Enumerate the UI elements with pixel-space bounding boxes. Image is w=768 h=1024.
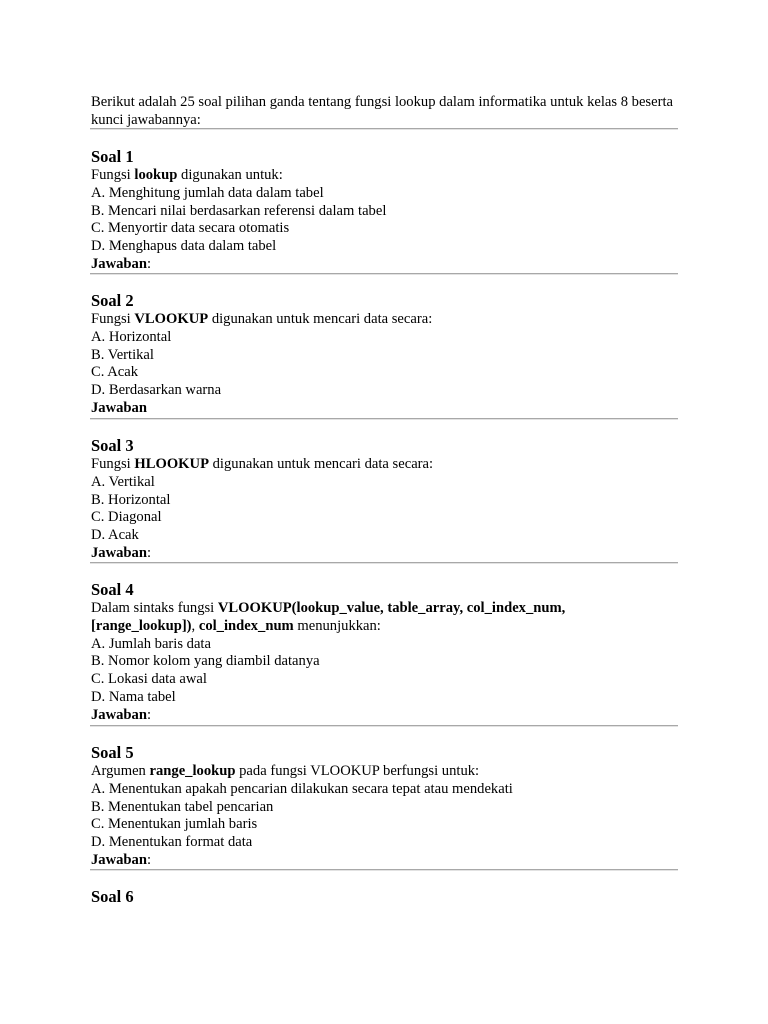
option-b: B. Vertikal <box>91 346 154 363</box>
question-4 <box>91 580 691 725</box>
option-b: B. Menentukan tabel pencarian <box>91 798 274 815</box>
question-title: Soal 5 <box>91 743 134 762</box>
option-c: C. Acak <box>91 364 139 381</box>
question-2 <box>91 291 691 418</box>
option-b: B. Mencari nilai berdasarkan referensi dalam tabel <box>91 202 387 219</box>
option-c: C. Lokasi data awal <box>91 671 207 688</box>
divider <box>90 869 678 871</box>
option-b: B. Nomor kolom yang diambil datanya <box>91 653 320 670</box>
option-d: D. Acak <box>91 527 139 544</box>
divider <box>90 273 678 275</box>
option-d: D. Menentukan format data <box>91 834 253 851</box>
option-d: D. Berdasarkan warna <box>91 382 222 399</box>
question-title: Soal 6 <box>91 887 134 906</box>
divider <box>90 562 678 564</box>
question-title: Soal 1 <box>91 147 134 166</box>
question-text: Fungsi lookup digunakan untuk: <box>91 167 283 183</box>
question-text: Fungsi VLOOKUP digunakan untuk mencari data secara: <box>91 311 433 327</box>
option-a: A. Menghitung jumlah data dalam tabel <box>91 184 324 201</box>
question-1 <box>91 147 691 274</box>
option-c: C. Menyortir data secara otomatis <box>91 220 290 237</box>
question-text: Dalam sintaks fungsi VLOOKUP(lookup_value, table_array, col_index_num, [range_lookup]), col_index_num menunjukkan: <box>91 600 566 634</box>
option-c: C. Diagonal <box>91 509 162 526</box>
option-d: D. Menghapus data dalam tabel <box>91 238 277 255</box>
answer-label: Jawaban <box>91 399 147 416</box>
option-a: A. Horizontal <box>91 328 172 345</box>
intro-text: Berikut adalah 25 soal pilihan ganda tentang fungsi lookup dalam informatika untuk kelas 8 beserta kunci jawabannya: <box>91 94 673 128</box>
option-b: B. Horizontal <box>91 491 171 508</box>
question-6 <box>91 887 691 907</box>
option-a: A. Menentukan apakah pencarian dilakukan secara tepat atau mendekati <box>91 780 513 797</box>
option-c: C. Menentukan jumlah baris <box>91 816 258 833</box>
option-d: D. Nama tabel <box>91 688 176 705</box>
question-title: Soal 4 <box>91 580 134 599</box>
question-title: Soal 2 <box>91 291 134 310</box>
question-title: Soal 3 <box>91 436 134 455</box>
answer-label: Jawaban: <box>91 851 152 868</box>
question-text: Fungsi HLOOKUP digunakan untuk mencari data secara: <box>91 456 434 472</box>
question-text: Argumen range_lookup pada fungsi VLOOKUP berfungsi untuk: <box>91 763 480 779</box>
answer-label: Jawaban: <box>91 706 152 723</box>
divider <box>90 128 678 130</box>
question-3 <box>91 436 691 563</box>
answer-label: Jawaban: <box>91 255 152 272</box>
option-a: A. Jumlah baris data <box>91 635 211 652</box>
divider <box>90 725 678 727</box>
option-a: A. Vertikal <box>91 473 155 490</box>
question-5 <box>91 743 691 870</box>
answer-label: Jawaban: <box>91 544 152 561</box>
divider <box>90 418 678 420</box>
